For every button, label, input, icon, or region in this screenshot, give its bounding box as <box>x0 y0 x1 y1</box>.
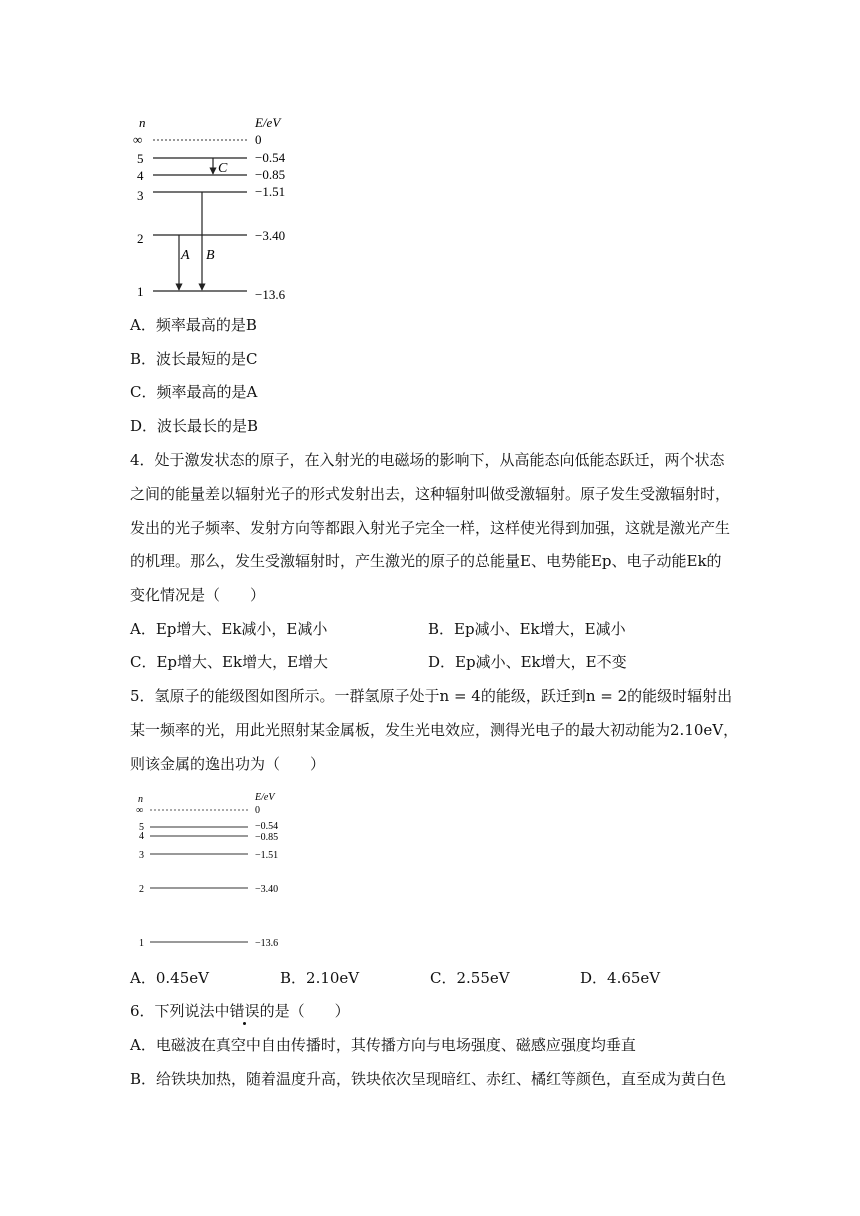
q4-stem-line-3: 发出的光子频率、发射方向等都跟入射光子完全一样，这样使光得到加强，这就是激光产生 <box>130 519 731 537</box>
n-label-inf: ∞ <box>133 132 143 147</box>
n2-label-5: 5 <box>139 822 144 833</box>
q4-stem-line-1: 4．处于激发状态的原子，在入射光的电磁场的影响下，从高能态向低能态跃迁，两个状态 <box>130 451 725 469</box>
q4-option-c: C．Ep增大、Ek增大，E增大 <box>130 653 329 671</box>
q6-option-a: A．电磁波在真空中自由传播时，其传播方向与电场强度、磁感应强度均垂直 <box>130 1036 636 1054</box>
q4-stem-line-5: 变化情况是（ ） <box>130 586 266 604</box>
n-label-1: 1 <box>137 284 144 299</box>
q6-stem <box>130 1001 350 1021</box>
e2-label-inf: 0 <box>255 805 260 816</box>
q5-option-d: D．4.65eV <box>580 969 661 987</box>
n2-label-inf: ∞ <box>136 805 144 816</box>
q3-option-d: D．波长最长的是B <box>130 417 259 435</box>
q4-option-b: B．Ep减小、Ek增大，E减小 <box>428 620 626 638</box>
n2-label-4: 4 <box>139 831 144 842</box>
e2-label-1: −13.6 <box>255 938 279 949</box>
q3-option-a: A．频率最高的是B <box>130 316 257 334</box>
q6-option-b: B．给铁块加热，随着温度升高，铁块依次呈现暗红、赤红、橘红等颜色，直至成为黄白色 <box>130 1070 727 1088</box>
n2-label-3: 3 <box>139 850 144 861</box>
q5-option-a: A．0.45eV <box>130 969 209 987</box>
diagram1-n-label: n <box>139 115 146 130</box>
arrow-B-label: B <box>206 248 215 263</box>
q6-stem-emphasis: 错误 <box>229 1002 260 1020</box>
e-label-4: −0.85 <box>255 167 286 182</box>
q4-stem-line-4: 的机理。那么，发生受激辐射时，产生激光的原子的总能量E、电势能Ep、电子动能Ek的 <box>130 552 722 570</box>
q3-option-c: C．频率最高的是A <box>130 383 258 401</box>
n-label-2: 2 <box>137 231 144 246</box>
n-label-4: 4 <box>137 168 144 183</box>
arrow-C-label: C <box>218 161 228 176</box>
diagram2-e-label: E/eV <box>255 792 275 803</box>
q5-stem-line-2: 某一频率的光，用此光照射某金属板，发生光电效应，测得光电子的最大初动能为2.10eV， <box>130 721 739 739</box>
q4-option-d: D．Ep减小、Ek增大，E不变 <box>428 653 627 671</box>
n2-label-2: 2 <box>139 884 144 895</box>
q3-option-b: B．波长最短的是C <box>130 350 258 368</box>
diagram2-n-label: n <box>138 794 143 805</box>
arrow-A-label: A <box>181 248 190 263</box>
q5-stem-line-3: 则该金属的逸出功为（ ） <box>130 755 326 773</box>
q6-stem-post: 的是（ ） <box>259 1002 350 1020</box>
e-label-3: −1.51 <box>255 184 286 199</box>
e-label-inf: 0 <box>255 132 262 147</box>
q5-option-b: B．2.10eV <box>280 969 360 987</box>
n2-label-1: 1 <box>139 938 144 949</box>
n-label-5: 5 <box>137 151 144 166</box>
e2-label-5: −0.54 <box>255 821 279 832</box>
e2-label-4: −0.85 <box>255 832 279 843</box>
n-label-3: 3 <box>137 188 144 203</box>
q4-option-a: A．Ep增大、Ek减小，E减小 <box>130 620 328 638</box>
q6-stem-pre: 6．下列说法中 <box>130 1002 230 1020</box>
energy-level-diagram-1 <box>125 110 325 310</box>
q5-stem-line-1: 5．氢原子的能级图如图所示。一群氢原子处于n = 4的能级，跃迁到n = 2的能级时辐射出 <box>130 687 733 705</box>
e2-label-2: −3.40 <box>255 884 279 895</box>
e-label-2: −3.40 <box>255 228 286 243</box>
q5-option-c: C．2.55eV <box>430 969 510 987</box>
q4-stem-line-2: 之间的能量差以辐射光子的形式发射出去，这种辐射叫做受激辐射。原子发生受激辐射时， <box>130 485 731 503</box>
e-label-1: −13.6 <box>255 287 286 302</box>
e2-label-3: −1.51 <box>255 850 279 861</box>
diagram1-e-label: E/eV <box>255 115 281 130</box>
energy-level-diagram-2 <box>130 788 300 952</box>
e-label-5: −0.54 <box>255 150 286 165</box>
